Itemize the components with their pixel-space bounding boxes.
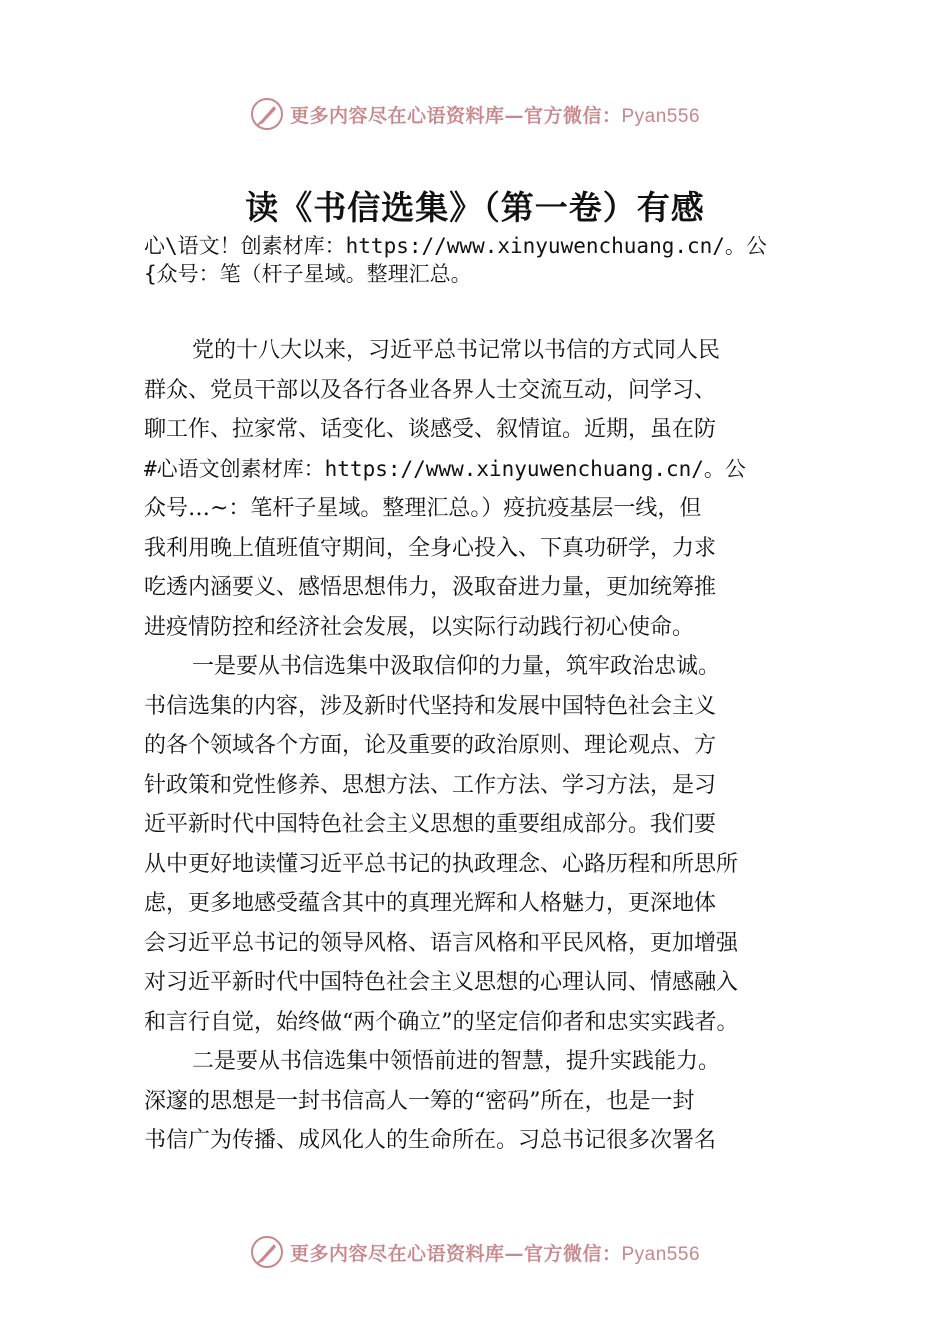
quill-logo-icon: [250, 97, 284, 131]
paragraph-3: [144, 1042, 834, 1161]
text-line: 虑，更多地感受蕴含其中的真理光辉和人格魅力，更深地体: [144, 891, 717, 916]
source-note-line: {众号：笔（杆子星域。整理汇总。: [144, 262, 472, 286]
text-line: #心语文创素材库：https://www.xinyuwenchuang.cn/。公: [144, 456, 746, 481]
source-note-line: 心\语文！创素材库：https://www.xinyuwenchuang.cn/。公: [144, 234, 767, 258]
source-note: [144, 232, 824, 288]
watermark-text: [290, 1239, 700, 1266]
text-line: 二是要从书信选集中领悟前进的智慧，提升实践能力。: [192, 1049, 721, 1074]
text-line: 我利用晚上值班值守期间，全身心投入、下真功研学，力求: [144, 535, 717, 561]
text-line: 书信选集的内容，涉及新时代坚持和发展中国特色社会主义: [144, 693, 717, 719]
page-title: 读《书信选集》（第一卷）有感: [245, 188, 705, 227]
paragraph-1: [144, 331, 834, 647]
text-line: 近平新时代中国特色社会主义思想的重要组成部分。我们要: [144, 812, 717, 837]
watermark-wechat-id: Pyan556: [621, 105, 701, 127]
text-line: 会习近平总书记的领导风格、语言风格和平民风格，更加增强: [144, 930, 739, 956]
text-line: 党的十八大以来，习近平总书记常以书信的方式同人民: [192, 338, 721, 363]
paragraph-2: [144, 647, 834, 1042]
text-line: 群众、党员干部以及各行各业各界人士交流互动，问学习、: [144, 377, 717, 403]
header-watermark: [0, 94, 950, 134]
text-line: 聊工作、拉家常、话变化、谈感受、叙情谊。近期，虽在防: [144, 417, 717, 442]
text-line: 吃透内涵要义、感悟思想伟力，汲取奋进力量，更加统筹推: [144, 575, 717, 600]
document-body: [144, 331, 834, 1161]
text-line: 的各个领域各个方面，论及重要的政治原则、理论观点、方: [144, 733, 717, 758]
text-line: 书信广为传播、成风化人的生命所在。习总书记很多次署名: [144, 1128, 717, 1153]
text-line: 从中更好地读懂习近平总书记的执政理念、心路历程和所思所: [144, 851, 739, 877]
text-line: 针政策和党性修养、思想方法、工作方法、学习方法，是习: [144, 772, 717, 798]
text-line: 和言行自觉，始终做“两个确立”的坚定信仰者和忠实实践者。: [144, 1009, 739, 1035]
quill-logo-icon: [250, 1235, 284, 1269]
watermark-text: [290, 101, 700, 128]
text-line: 深邃的思想是一封书信高人一筹的“密码”所在，也是一封: [144, 1088, 695, 1114]
footer-watermark: [0, 1232, 950, 1272]
text-line: 一是要从书信选集中汲取信仰的力量，筑牢政治忠诚。: [192, 654, 721, 679]
text-line: 众号…~：笔杆子星域。整理汇总。）疫抗疫基层一线，但: [144, 496, 702, 521]
watermark-wechat-id: Pyan556: [621, 1243, 701, 1265]
text-line: 对习近平新时代中国特色社会主义思想的心理认同、情感融入: [144, 970, 739, 995]
text-line: 进疫情防控和经济社会发展，以实际行动践行初心使命。: [144, 614, 695, 640]
watermark-label: 更多内容尽在心语资料库—官方微信：: [289, 104, 622, 127]
watermark-label: 更多内容尽在心语资料库—官方微信：: [289, 1242, 622, 1265]
